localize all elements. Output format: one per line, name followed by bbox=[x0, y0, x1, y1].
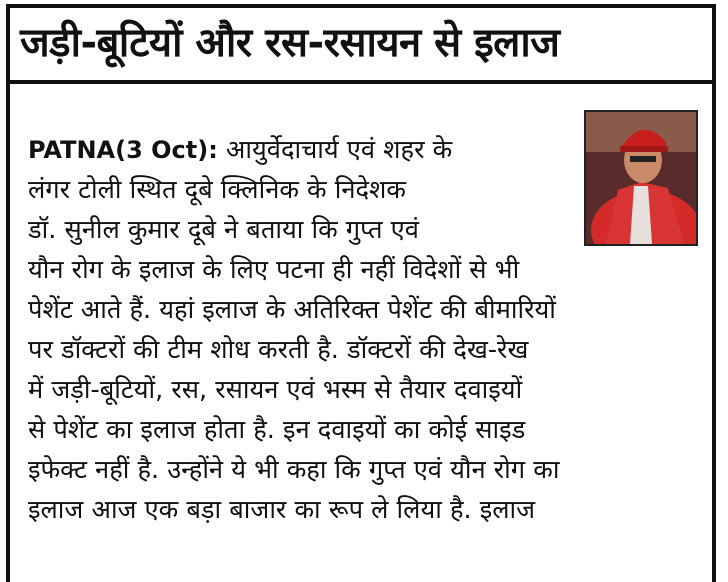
article-line-8: से पेशेंट का इलाज होता है. इन दवाइयों का कोई साइड bbox=[28, 415, 526, 445]
headline-divider bbox=[10, 80, 712, 84]
headline: जड़ी-बूटियों और रस-रसायन से इलाज bbox=[20, 20, 560, 66]
article-line-7: में जड़ी-बूटियों, रस, रसायन एवं भस्म से तैयार दवाइयों bbox=[28, 375, 523, 405]
dateline: PATNA(3 Oct): bbox=[28, 136, 218, 164]
article-line-2: लंगर टोली स्थित दूबे क्लिनिक के निदेशक bbox=[28, 175, 406, 205]
article-line-5: पेशेंट आते हैं. यहां इलाज के अतिरिक्त पेशेंट की बीमारियों bbox=[28, 295, 556, 325]
article-line-4: यौन रोग के इलाज के लिए पटना ही नहीं विदेशों से भी bbox=[28, 255, 520, 285]
article-line-6: पर डॉक्टरों की टीम शोध करती है. डॉक्टरों की देख-रेख bbox=[28, 335, 529, 365]
article-line-10: इलाज आज एक बड़ा बाजार का रूप ले लिया है. इलाज bbox=[28, 495, 536, 525]
article-line-text: आयुर्वेदाचार्य एवं शहर के bbox=[217, 135, 453, 165]
article-line-9: इफेक्ट नहीं है. उन्होंने ये भी कहा कि गुप्त एवं यौन रोग का bbox=[28, 455, 560, 485]
article-line-3: डॉ. सुनील कुमार दूबे ने बताया कि गुप्त एवं bbox=[28, 215, 419, 245]
article-line-1 bbox=[28, 130, 576, 170]
news-clipping bbox=[6, 4, 716, 582]
article-body bbox=[28, 130, 696, 530]
